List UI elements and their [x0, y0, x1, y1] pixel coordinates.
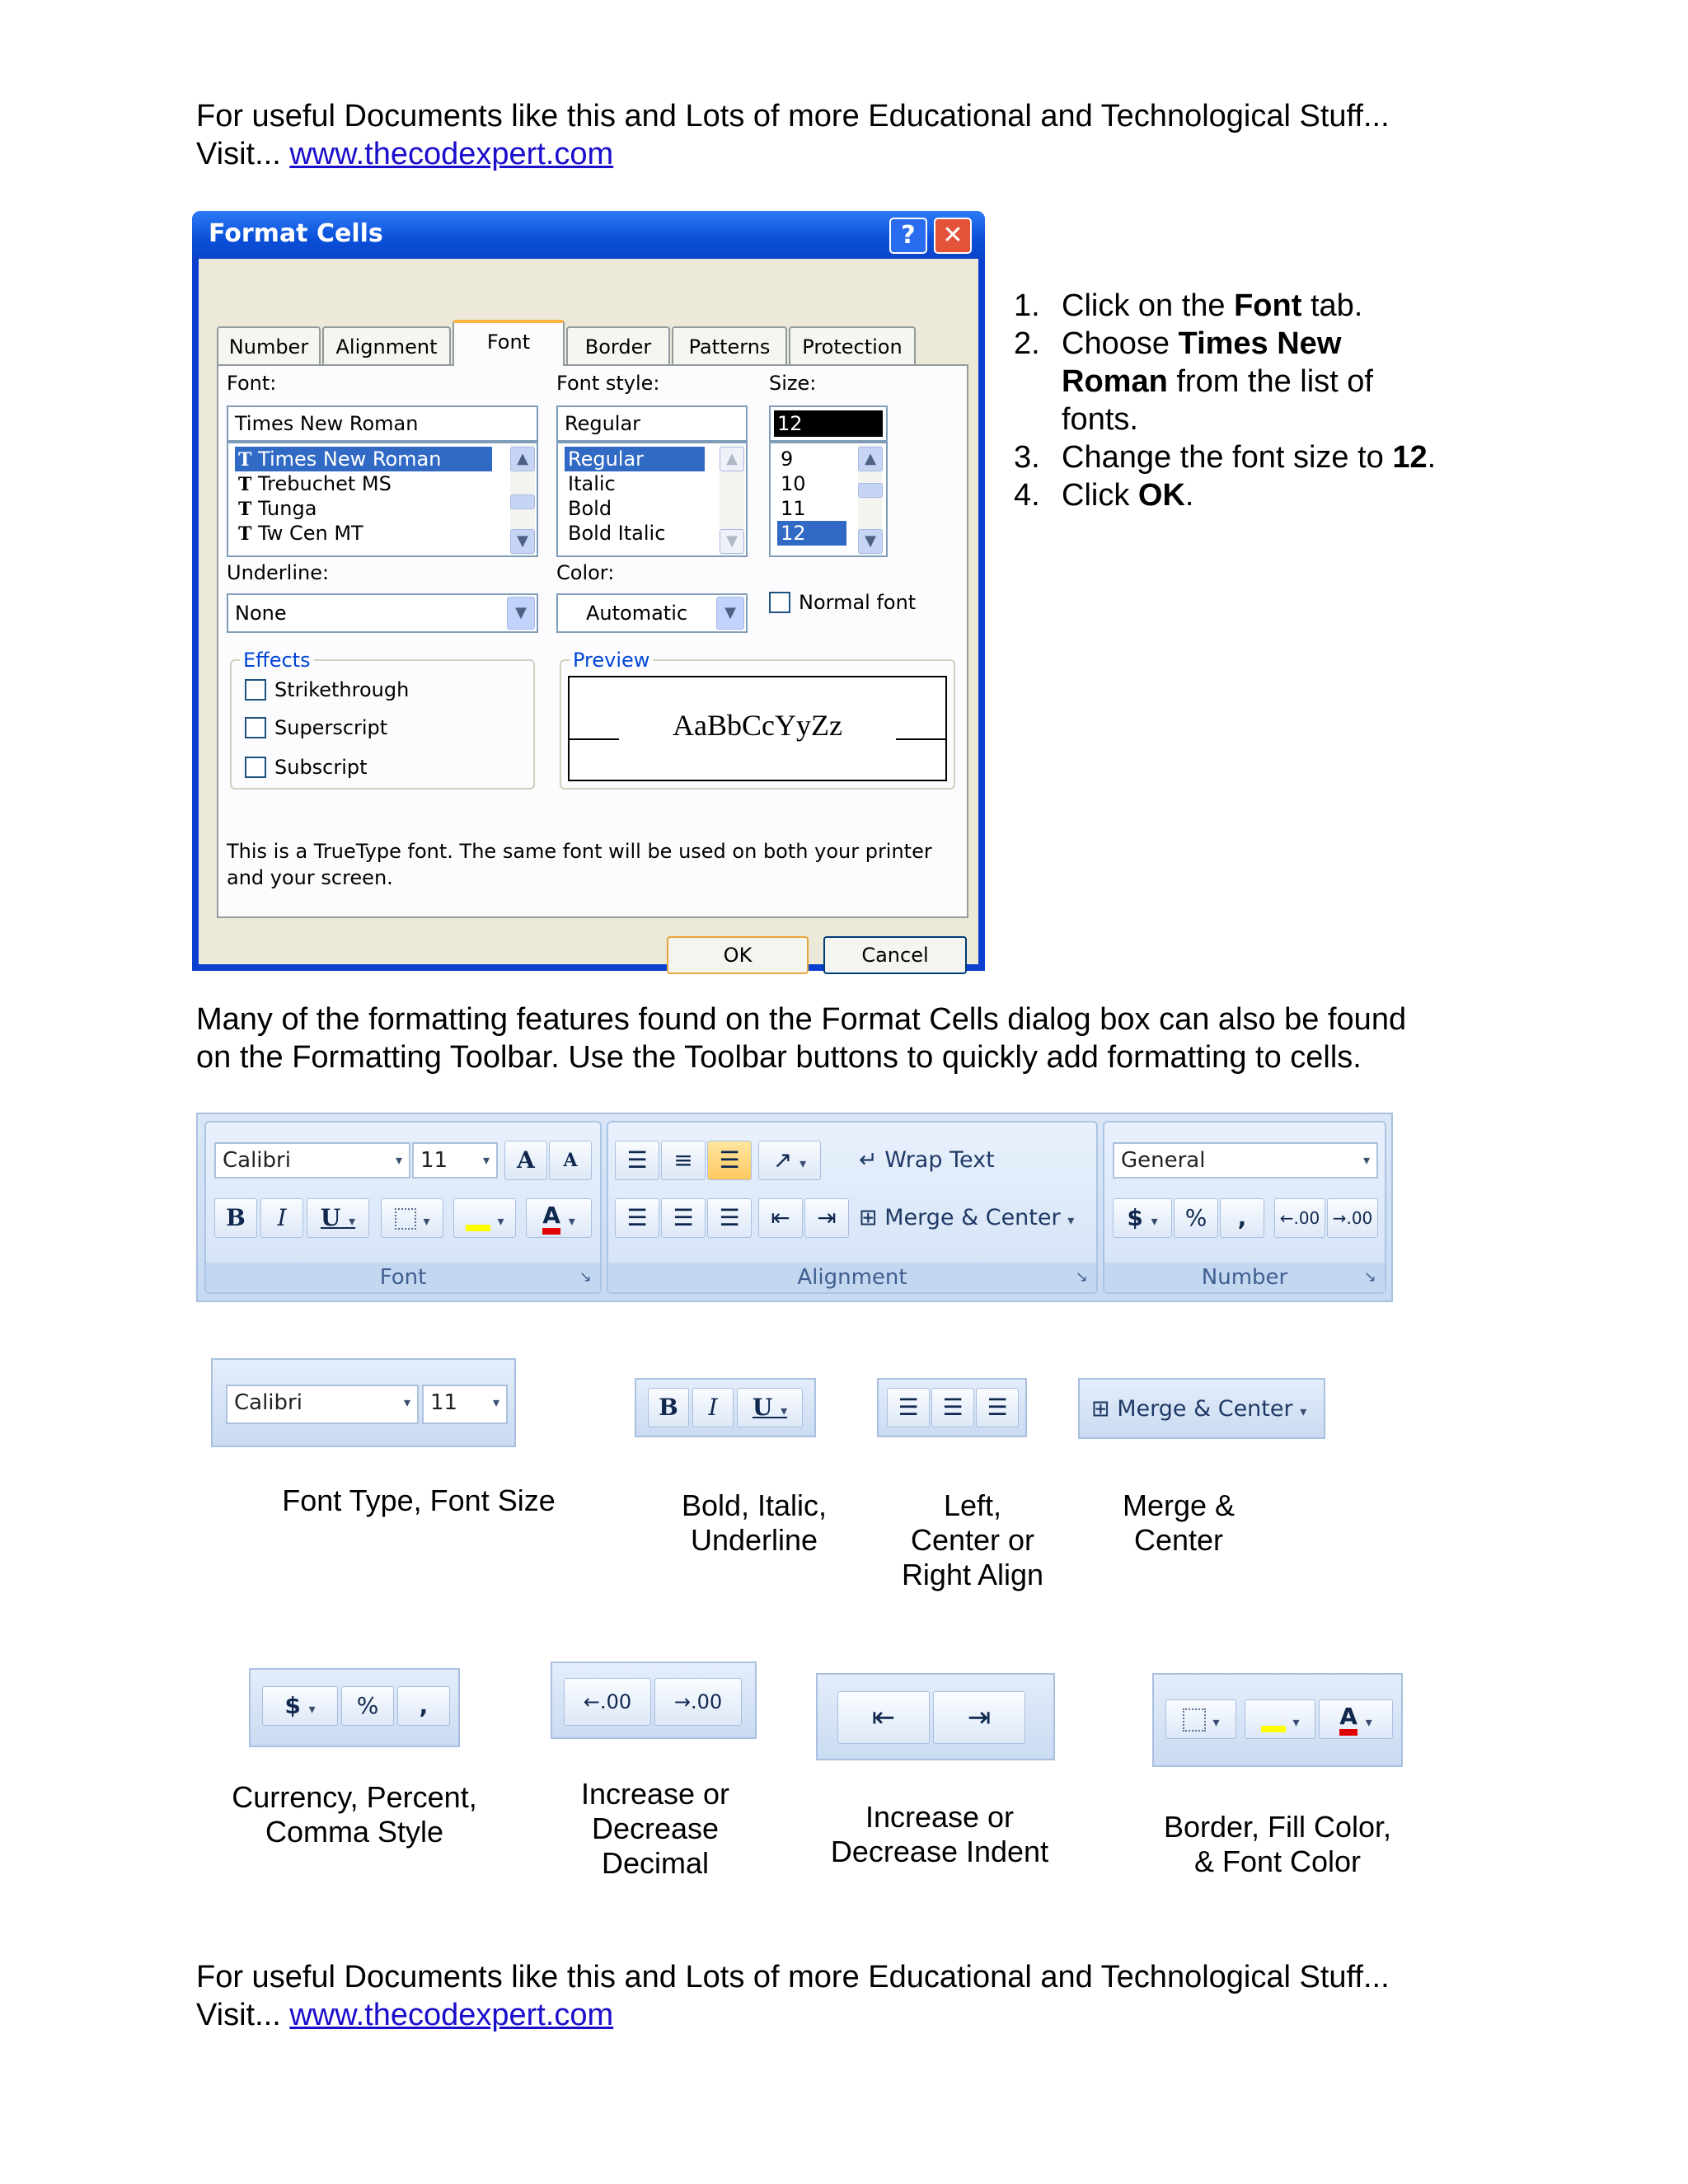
tab-patterns[interactable]: Patterns	[672, 326, 787, 364]
decrease-indent-button[interactable]	[837, 1691, 930, 1744]
chevron-down-icon[interactable]: ▾	[1300, 1404, 1307, 1419]
font-size-list[interactable]	[769, 442, 888, 557]
header-link[interactable]: www.thecodexpert.com	[289, 137, 614, 171]
italic-button[interactable]: I	[260, 1198, 303, 1238]
dialog-launcher-icon[interactable]: ↘	[1075, 1268, 1088, 1286]
header-line: For useful Documents like this and Lots of more Educational and Technological Stuff...	[196, 99, 1390, 134]
wrap-text-icon: ↵	[859, 1147, 878, 1173]
percent-icon: %	[356, 1692, 379, 1719]
step-text: Roman from the list of	[1062, 364, 1373, 399]
chevron-down-icon[interactable]: ▾	[799, 1155, 807, 1171]
list-item[interactable]: T Times New Roman	[235, 447, 492, 471]
footer-line: For useful Documents like this and Lots of more Educational and Technological Stuff...	[196, 1960, 1390, 1994]
border-icon	[1183, 1708, 1206, 1732]
number-group-label: Number ↘	[1104, 1263, 1385, 1292]
step-text: Choose Times New	[1062, 326, 1342, 361]
merge-center-crop	[1078, 1378, 1325, 1439]
comma-button[interactable]	[1220, 1198, 1264, 1238]
truetype-info-line2: and your screen.	[227, 866, 393, 889]
merge-center-icon: ⊞	[1091, 1396, 1110, 1422]
decrease-decimal-button[interactable]	[654, 1678, 742, 1726]
truetype-info-line1: This is a TrueType font. The same font will be used on both your printer	[227, 840, 932, 863]
font-style-field[interactable]: Regular	[556, 405, 748, 442]
chevron-down-icon[interactable]: ▾	[403, 1394, 410, 1410]
caption-align: Left, Center or Right Align	[901, 1488, 1044, 1591]
shrink-font-icon: A	[563, 1150, 578, 1171]
font-name-list[interactable]	[227, 442, 538, 557]
subscript-checkbox[interactable]	[245, 757, 266, 778]
comma-icon: ,	[419, 1692, 429, 1719]
chevron-down-icon[interactable]: ▼	[716, 597, 744, 630]
close-button[interactable]	[934, 218, 972, 254]
effects-label: Effects	[240, 648, 314, 673]
percent-button[interactable]	[1174, 1198, 1218, 1238]
caption-border-fill: Border, Fill Color, & Font Color	[1163, 1810, 1392, 1878]
font-group	[204, 1121, 602, 1294]
currency-button[interactable]	[1113, 1198, 1172, 1238]
increase-indent-button[interactable]	[933, 1691, 1025, 1744]
list-item[interactable]: Regular	[565, 447, 705, 471]
font-size-combo[interactable]: 11 ▾	[412, 1142, 498, 1179]
font-list-scrollbar[interactable]	[510, 445, 535, 555]
list-item[interactable]: Italic	[568, 472, 616, 495]
chevron-down-icon[interactable]: ▾	[781, 1403, 788, 1418]
step-text: Click OK.	[1062, 478, 1194, 513]
border-button[interactable]	[381, 1198, 443, 1238]
align-center-button[interactable]	[661, 1198, 706, 1238]
truetype-icon: T	[238, 474, 252, 495]
font-color-button[interactable]	[526, 1198, 592, 1238]
grow-font-button[interactable]	[504, 1141, 547, 1180]
chevron-down-icon[interactable]: ▾	[395, 1152, 402, 1168]
normal-font-checkbox[interactable]	[769, 592, 790, 613]
cancel-button[interactable]: Cancel	[823, 936, 967, 974]
font-color-icon: A	[542, 1203, 560, 1235]
font-style-label: Font style:	[556, 372, 660, 395]
step-number: 4.	[1014, 478, 1040, 513]
paragraph-line: Many of the formatting features found on the Format Cells dialog box can also be found	[196, 1002, 1407, 1037]
step-text: Change the font size to 12.	[1062, 440, 1437, 475]
help-icon: ?	[901, 221, 916, 250]
caption-bold-italic-underline: Bold, Italic, Underline	[681, 1488, 828, 1557]
chevron-down-icon[interactable]: ▾	[1292, 1714, 1300, 1730]
underline-value: None	[235, 602, 287, 625]
step-text: fonts.	[1062, 402, 1138, 437]
align-left-icon: ☰	[898, 1394, 919, 1421]
list-item[interactable]: Bold Italic	[568, 522, 666, 545]
border-button[interactable]	[1165, 1699, 1236, 1739]
truetype-icon: T	[238, 523, 252, 545]
close-icon: ✕	[942, 221, 964, 250]
align-center-icon: ☰	[942, 1394, 964, 1421]
font-name-field[interactable]: Times New Roman	[227, 405, 538, 442]
caption-decimal: Increase or Decrease Decimal	[580, 1777, 730, 1880]
font-type-size-crop	[211, 1358, 516, 1447]
caption-currency: Currency, Percent, Comma Style	[232, 1780, 477, 1849]
align-center-button[interactable]	[931, 1388, 974, 1427]
header-visit-line	[196, 135, 613, 173]
middle-align-icon: ≡	[673, 1146, 693, 1174]
preview-label: Preview	[570, 648, 653, 673]
currency-button[interactable]	[262, 1686, 338, 1726]
style-list-scrollbar[interactable]	[720, 445, 744, 555]
bottom-align-icon: ☰	[719, 1146, 740, 1174]
increase-decimal-button[interactable]	[1274, 1198, 1325, 1238]
alignment-group-label: Alignment ↘	[608, 1263, 1096, 1292]
preview-text: AaBbCcYyZz	[673, 709, 842, 742]
decrease-indent-button[interactable]	[758, 1198, 803, 1238]
decimal-crop	[551, 1661, 757, 1739]
color-label: Color:	[556, 561, 615, 584]
font-size-value: 12	[774, 410, 883, 437]
underline-button[interactable]: U ▾	[307, 1198, 369, 1238]
currency-icon: $	[284, 1692, 301, 1719]
effects-group	[230, 649, 535, 790]
bold-button[interactable]: B	[648, 1388, 689, 1427]
scroll-thumb[interactable]	[858, 483, 883, 498]
footer-visit-label: Visit...	[196, 1998, 281, 2032]
underline-button[interactable]: U ▾	[737, 1388, 803, 1427]
list-item[interactable]: 12	[777, 521, 846, 546]
font-name-combo[interactable]: Calibri ▾	[214, 1142, 410, 1179]
header-visit-label: Visit...	[196, 137, 281, 171]
chevron-down-icon[interactable]: ▾	[423, 1213, 430, 1229]
footer-visit-line	[196, 1996, 613, 2034]
superscript-label: Superscript	[274, 716, 388, 739]
align-left-button[interactable]	[887, 1388, 930, 1427]
caption-merge: Merge & Center	[1122, 1488, 1236, 1557]
dialog-title-bar[interactable]	[192, 211, 985, 259]
font-group-label: Font ↘	[206, 1263, 600, 1292]
middle-align-button[interactable]	[661, 1141, 706, 1180]
align-center-icon: ☰	[673, 1204, 694, 1231]
align-right-icon: ☰	[719, 1204, 740, 1231]
merge-center-button[interactable]: ⊞ Merge & Center ▾	[859, 1205, 1075, 1230]
align-right-icon: ☰	[987, 1394, 1008, 1421]
color-value: Automatic	[586, 602, 688, 625]
fill-color-icon	[1261, 1708, 1286, 1732]
decrease-decimal-icon: →.00	[1332, 1208, 1373, 1228]
number-group	[1103, 1121, 1386, 1294]
alignment-group	[607, 1121, 1098, 1294]
formatting-ribbon	[196, 1113, 1393, 1302]
chevron-down-icon[interactable]: ▼	[720, 529, 744, 554]
step-number: 2.	[1014, 326, 1040, 361]
scroll-thumb[interactable]	[510, 494, 535, 509]
caption-indent: Increase or Decrease Indent	[830, 1800, 1049, 1868]
fill-color-button[interactable]	[1245, 1699, 1315, 1739]
comma-icon: ,	[1237, 1204, 1247, 1231]
merge-center-icon: ⊞	[859, 1205, 878, 1230]
list-item[interactable]: T Tunga	[238, 497, 317, 520]
underline-select[interactable]	[227, 593, 538, 633]
step-number: 3.	[1014, 440, 1040, 475]
chevron-down-icon[interactable]: ▾	[1067, 1212, 1075, 1228]
dialog-launcher-icon[interactable]: ↘	[579, 1268, 592, 1286]
footer-link[interactable]: www.thecodexpert.com	[289, 1998, 614, 2032]
align-right-button[interactable]	[707, 1198, 752, 1238]
chevron-down-icon[interactable]: ▾	[497, 1213, 504, 1229]
list-item[interactable]: T Trebuchet MS	[238, 472, 392, 495]
ok-button[interactable]: OK	[667, 936, 809, 974]
font-label: Font:	[227, 372, 277, 395]
increase-indent-icon: ⇥	[967, 1701, 992, 1734]
bold-button[interactable]: B	[214, 1198, 257, 1238]
chevron-down-icon[interactable]: ▾	[492, 1394, 499, 1410]
strikethrough-checkbox[interactable]	[245, 679, 266, 701]
preview-box	[568, 676, 947, 781]
chevron-down-icon[interactable]: ▾	[1151, 1213, 1158, 1229]
color-select[interactable]	[556, 593, 748, 633]
percent-button[interactable]	[341, 1686, 394, 1726]
border-icon	[395, 1208, 416, 1230]
subscript-label: Subscript	[274, 756, 368, 779]
bottom-align-button[interactable]	[707, 1141, 752, 1180]
chevron-down-icon[interactable]: ▼	[510, 529, 535, 554]
fill-color-icon	[466, 1207, 490, 1231]
align-left-button[interactable]	[615, 1198, 659, 1238]
orientation-button[interactable]	[758, 1141, 821, 1180]
decrease-indent-icon: ⇤	[871, 1701, 896, 1734]
orientation-icon: ↗	[772, 1146, 793, 1174]
truetype-icon: T	[238, 449, 252, 471]
increase-decimal-button[interactable]	[564, 1678, 651, 1726]
fill-color-button[interactable]	[453, 1198, 516, 1238]
chevron-up-icon[interactable]: ▲	[510, 447, 535, 471]
font-color-button[interactable]	[1319, 1699, 1393, 1739]
chevron-down-icon[interactable]: ▾	[1362, 1152, 1370, 1168]
bold-italic-underline-crop	[635, 1378, 816, 1437]
truetype-icon: T	[238, 499, 252, 520]
font-style-list[interactable]	[556, 442, 748, 557]
list-item[interactable]: T Tw Cen MT	[238, 522, 363, 545]
tab-border[interactable]: Border	[566, 326, 670, 364]
increase-indent-icon: ⇥	[817, 1204, 837, 1231]
chevron-down-icon[interactable]: ▾	[482, 1152, 490, 1168]
merge-center-button[interactable]: ⊞ Merge & Center ▾	[1091, 1396, 1307, 1422]
dialog-title: Format Cells	[209, 219, 383, 248]
wrap-text-button[interactable]: ↵ Wrap Text	[859, 1147, 995, 1173]
decrease-decimal-button[interactable]	[1327, 1198, 1378, 1238]
font-size-field[interactable]	[769, 405, 888, 442]
step-text: Click on the Font tab.	[1062, 288, 1363, 323]
list-item[interactable]: Bold	[568, 497, 612, 520]
increase-decimal-icon: ←.00	[583, 1690, 632, 1713]
italic-button[interactable]: I	[692, 1388, 734, 1427]
font-tab-panel	[217, 364, 968, 918]
grow-font-icon: A	[517, 1146, 535, 1174]
currency-crop	[249, 1668, 460, 1747]
size-list-scrollbar[interactable]	[858, 445, 883, 555]
font-color-icon: A	[1339, 1704, 1357, 1736]
chevron-down-icon[interactable]: ▼	[858, 529, 883, 554]
font-name-combo[interactable]: Calibri ▾	[226, 1385, 419, 1424]
chevron-down-icon[interactable]: ▾	[1365, 1714, 1372, 1730]
chevron-down-icon[interactable]: ▾	[308, 1701, 316, 1717]
number-format-combo[interactable]: General ▾	[1113, 1142, 1378, 1179]
align-crop	[877, 1378, 1027, 1437]
decrease-indent-icon: ⇤	[771, 1204, 790, 1231]
help-button[interactable]	[889, 218, 927, 254]
underline-label: Underline:	[227, 561, 330, 584]
chevron-down-icon[interactable]: ▾	[568, 1213, 575, 1229]
indent-crop	[816, 1673, 1055, 1760]
align-right-button[interactable]	[976, 1388, 1019, 1427]
tab-alignment[interactable]: Alignment	[322, 326, 451, 364]
dialog-body	[199, 259, 978, 967]
caption-font-type: Font Type, Font Size	[282, 1483, 556, 1517]
strikethrough-label: Strikethrough	[274, 678, 410, 701]
increase-decimal-icon: ←.00	[1279, 1208, 1320, 1228]
top-align-button[interactable]	[615, 1141, 659, 1180]
list-item[interactable]: 10	[781, 472, 806, 495]
tab-number[interactable]: Number	[217, 326, 321, 364]
chevron-down-icon[interactable]: ▾	[349, 1213, 356, 1229]
chevron-up-icon[interactable]: ▲	[720, 447, 744, 471]
list-item[interactable]: 11	[781, 497, 806, 520]
superscript-checkbox[interactable]	[245, 717, 266, 738]
normal-font-label: Normal font	[799, 591, 917, 614]
preview-group	[560, 649, 955, 790]
chevron-down-icon[interactable]: ▼	[507, 597, 535, 630]
increase-indent-button[interactable]	[804, 1198, 849, 1238]
chevron-down-icon[interactable]: ▾	[1212, 1714, 1220, 1730]
step-number: 1.	[1014, 288, 1040, 323]
list-item[interactable]: 9	[781, 448, 794, 471]
shrink-font-button[interactable]	[549, 1141, 592, 1180]
tab-font[interactable]: Font	[452, 320, 565, 366]
format-cells-dialog	[192, 211, 985, 971]
percent-icon: %	[1184, 1204, 1207, 1231]
dialog-launcher-icon[interactable]: ↘	[1363, 1268, 1376, 1286]
border-fill-color-crop	[1152, 1673, 1403, 1767]
top-align-icon: ☰	[626, 1146, 648, 1174]
tab-protection[interactable]: Protection	[789, 326, 916, 364]
chevron-up-icon[interactable]: ▲	[858, 447, 883, 471]
font-size-combo[interactable]: 11 ▾	[422, 1385, 508, 1424]
paragraph-line: on the Formatting Toolbar. Use the Toolbar buttons to quickly add formatting to cells.	[196, 1040, 1362, 1075]
decrease-decimal-icon: →.00	[673, 1690, 723, 1713]
currency-icon: $	[1127, 1204, 1143, 1231]
comma-button[interactable]	[397, 1686, 450, 1726]
align-left-icon: ☰	[626, 1204, 648, 1231]
size-label: Size:	[769, 372, 817, 395]
